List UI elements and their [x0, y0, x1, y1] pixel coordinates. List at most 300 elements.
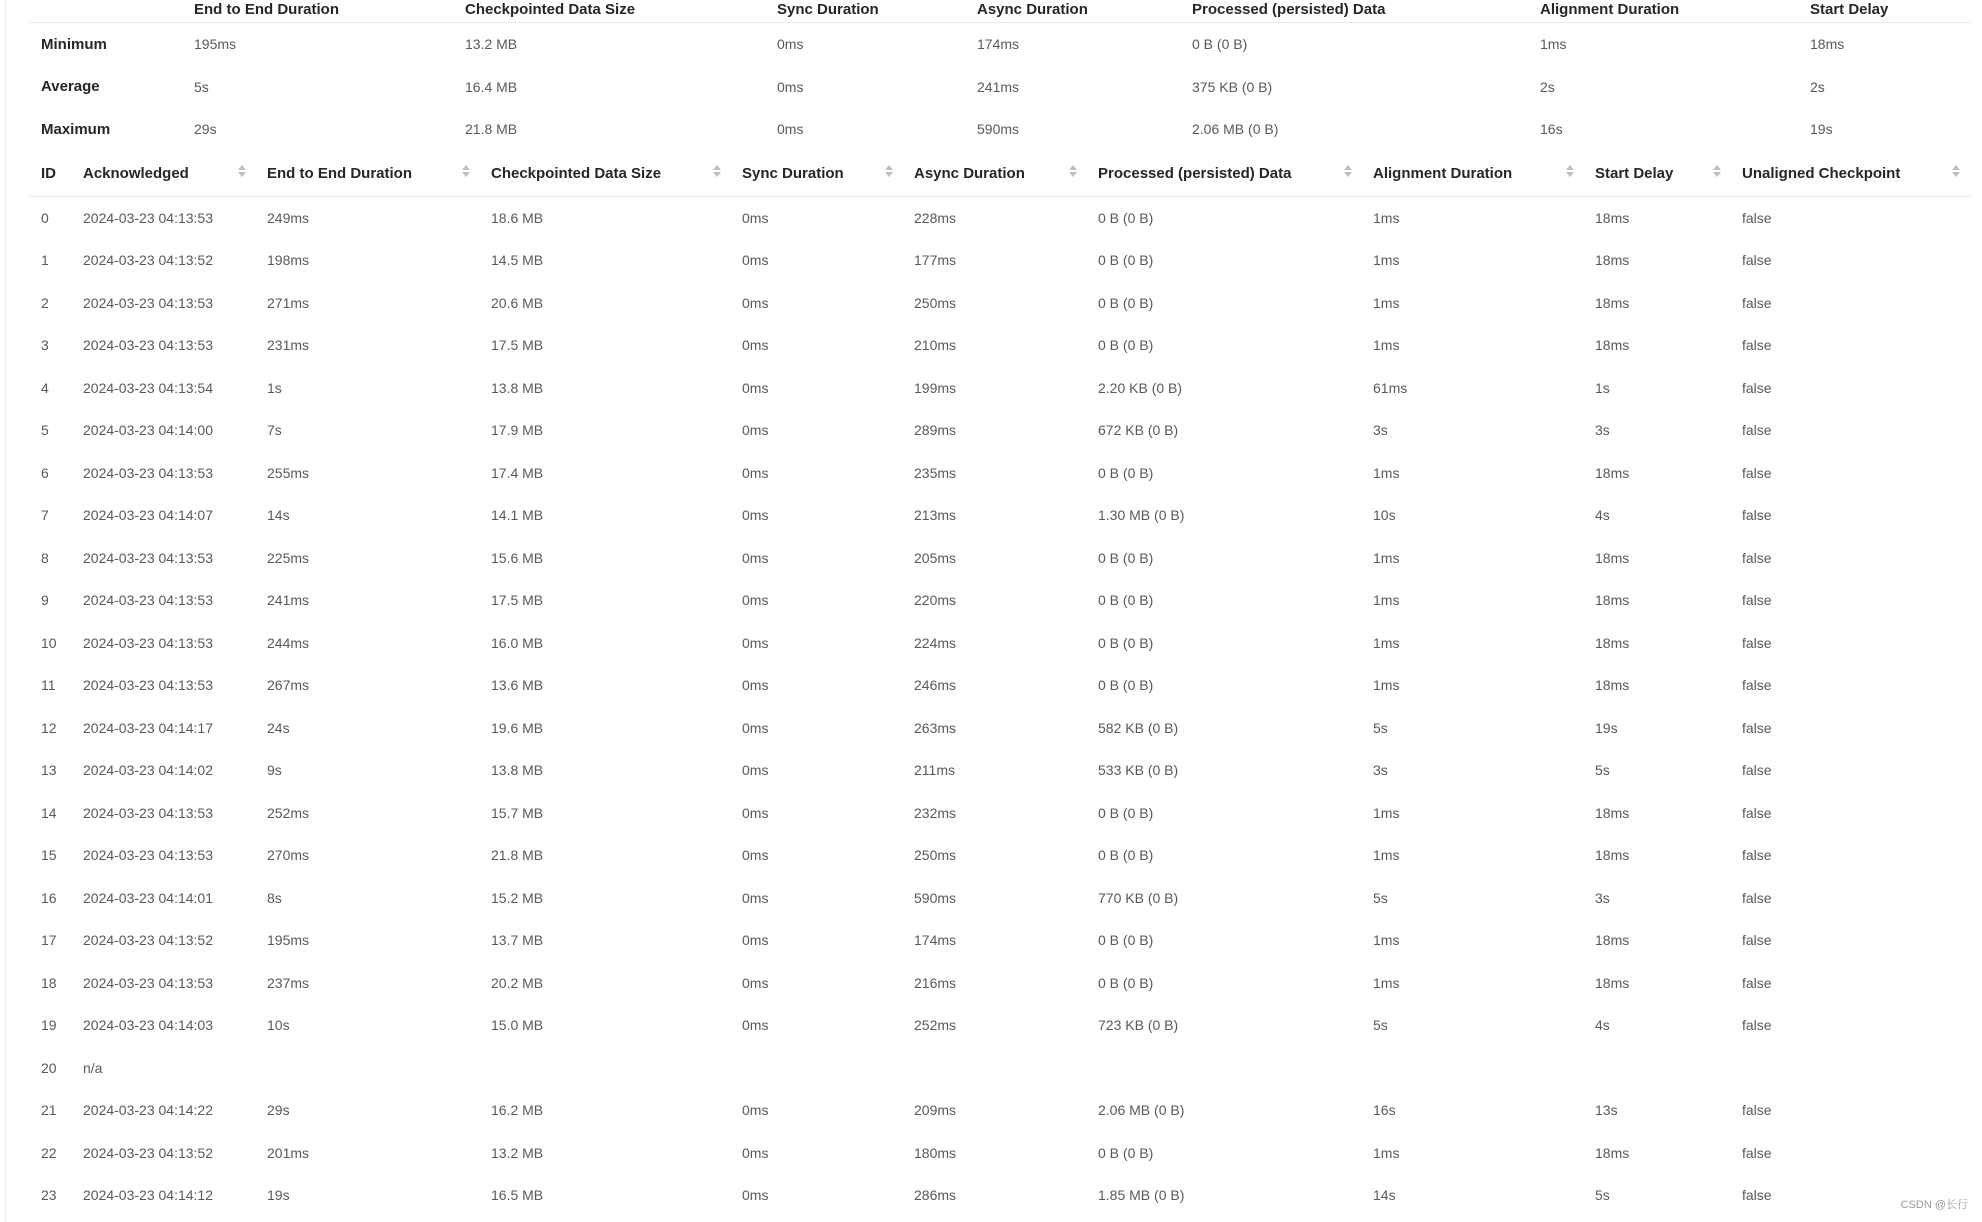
history-cell: 20.2 MB [491, 974, 544, 991]
history-cell: 14 [41, 804, 57, 821]
history-cell: 5s [1373, 889, 1388, 906]
column-header-label: End to End Duration [267, 164, 412, 182]
history-cell: 13 [41, 762, 57, 779]
history-row [30, 367, 1970, 410]
history-body [30, 196, 1970, 1217]
history-cell: 9s [267, 762, 282, 779]
sort-ascending-icon [713, 165, 721, 170]
column-header-label: Start Delay [1595, 164, 1674, 182]
sort-icon[interactable] [885, 165, 893, 177]
history-cell: 2024-03-23 04:13:52 [83, 252, 213, 269]
summary-row [30, 23, 1970, 66]
history-cell: false [1742, 719, 1772, 736]
sort-descending-icon [713, 172, 721, 177]
history-cell: 5 [41, 422, 49, 439]
column-header-label: ID [41, 164, 56, 182]
history-cell: 3s [1373, 762, 1388, 779]
history-cell: 2024-03-23 04:13:53 [83, 337, 213, 354]
history-cell: false [1742, 804, 1772, 821]
column-header-label: Acknowledged [83, 164, 189, 182]
history-cell: false [1742, 1144, 1772, 1161]
history-cell: 0 B (0 B) [1098, 549, 1154, 566]
history-cell: 0ms [742, 634, 769, 651]
history-cell: 0 B (0 B) [1098, 677, 1154, 694]
history-cell: 250ms [914, 294, 957, 311]
history-cell: 16 [41, 889, 57, 906]
history-cell: 18ms [1595, 252, 1630, 269]
history-cell: 0ms [742, 762, 769, 779]
history-row [30, 877, 1970, 920]
sort-ascending-icon [462, 165, 470, 170]
history-cell: 18ms [1595, 209, 1630, 226]
history-cell: 2024-03-23 04:13:53 [83, 209, 213, 226]
summary-cell: 174ms [977, 36, 1020, 53]
history-cell: 18ms [1595, 337, 1630, 354]
column-header-alignment-duration[interactable] [1362, 151, 1584, 197]
history-cell [1087, 1047, 1362, 1090]
history-row [30, 749, 1970, 792]
sort-descending-icon [1713, 172, 1721, 177]
history-cell: 0ms [742, 592, 769, 609]
column-header-label: Unaligned Checkpoint [1742, 164, 1901, 182]
history-cell: 12 [41, 719, 57, 736]
history-cell: 23 [41, 1187, 57, 1204]
history-cell: 2024-03-23 04:14:12 [83, 1187, 213, 1204]
history-cell: 2024-03-23 04:13:52 [83, 932, 213, 949]
history-cell [1362, 1047, 1584, 1090]
summary-header-alignment-duration: Alignment Duration [1529, 0, 1799, 23]
history-cell: 220ms [914, 592, 957, 609]
history-cell: 8s [267, 889, 282, 906]
history-cell: 1ms [1373, 677, 1400, 694]
history-cell: 0ms [742, 932, 769, 949]
history-cell: false [1742, 294, 1772, 311]
history-cell: 0ms [742, 209, 769, 226]
history-cell: 1.85 MB (0 B) [1098, 1187, 1185, 1204]
history-cell: 205ms [914, 549, 957, 566]
summary-cell: Maximum [41, 120, 111, 138]
summary-cell: 0ms [777, 78, 804, 95]
history-cell: 3s [1595, 422, 1610, 439]
history-row [30, 409, 1970, 452]
history-cell: 1ms [1373, 209, 1400, 226]
history-cell: 252ms [914, 1017, 957, 1034]
history-cell: 246ms [914, 677, 957, 694]
history-cell: false [1742, 549, 1772, 566]
history-cell: 0 B (0 B) [1098, 634, 1154, 651]
sort-descending-icon [462, 172, 470, 177]
history-cell: 180ms [914, 1144, 957, 1161]
history-row [30, 707, 1970, 750]
history-cell: 3s [1595, 889, 1610, 906]
summary-row [30, 66, 1970, 109]
history-cell: 18ms [1595, 932, 1630, 949]
history-cell: 770 KB (0 B) [1098, 889, 1179, 906]
summary-row [30, 108, 1970, 151]
sort-ascending-icon [238, 165, 246, 170]
history-cell: false [1742, 974, 1772, 991]
summary-cell: 16.4 MB [465, 78, 518, 95]
history-row [30, 962, 1970, 1005]
history-cell: 1ms [1373, 464, 1400, 481]
history-row [30, 196, 1970, 239]
column-header-label: Sync Duration [742, 164, 844, 182]
summary-header-end-to-end-duration: End to End Duration [183, 0, 454, 23]
history-cell: false [1742, 932, 1772, 949]
history-cell: 0 B (0 B) [1098, 209, 1154, 226]
summary-header-start-delay: Start Delay [1799, 0, 1970, 23]
column-header-start-delay[interactable] [1584, 151, 1731, 197]
history-cell: 2024-03-23 04:14:01 [83, 889, 213, 906]
history-cell: 9 [41, 592, 49, 609]
sort-descending-icon [1344, 172, 1352, 177]
history-cell: 1ms [1373, 337, 1400, 354]
sort-icon[interactable] [1713, 165, 1721, 177]
history-cell: 0ms [742, 507, 769, 524]
history-cell: 8 [41, 549, 49, 566]
history-cell: false [1742, 677, 1772, 694]
sort-icon[interactable] [1344, 165, 1352, 177]
history-cell: false [1742, 1017, 1772, 1034]
history-cell: 13.8 MB [491, 762, 544, 779]
history-cell: 14s [1373, 1187, 1396, 1204]
history-cell: 16.5 MB [491, 1187, 544, 1204]
history-cell [903, 1047, 1087, 1090]
history-row [30, 834, 1970, 877]
history-cell: 20.6 MB [491, 294, 544, 311]
summary-cell: 1ms [1540, 36, 1567, 53]
history-cell: false [1742, 422, 1772, 439]
sort-ascending-icon [1566, 165, 1574, 170]
column-header-async-duration[interactable] [903, 151, 1087, 197]
history-cell: false [1742, 209, 1772, 226]
history-cell: false [1742, 464, 1772, 481]
history-cell: 0ms [742, 847, 769, 864]
history-cell: 1ms [1373, 932, 1400, 949]
history-cell: 270ms [267, 847, 310, 864]
history-cell: 4 [41, 379, 49, 396]
history-cell: n/a [83, 1059, 103, 1076]
history-cell: 174ms [914, 932, 957, 949]
summary-header-processed-data: Processed (persisted) Data [1181, 0, 1529, 23]
history-row [30, 792, 1970, 835]
history-cell: 0ms [742, 252, 769, 269]
checkpoint-history-table [30, 151, 1970, 1217]
summary-body [30, 23, 1970, 151]
summary-cell: 195ms [194, 36, 237, 53]
history-cell: 2024-03-23 04:13:53 [83, 294, 213, 311]
summary-cell: Average [41, 78, 100, 96]
history-cell: 224ms [914, 634, 957, 651]
history-cell: 13s [1595, 1102, 1618, 1119]
history-row [30, 579, 1970, 622]
summary-cell: 19s [1810, 121, 1833, 138]
history-row [30, 239, 1970, 282]
history-cell: 237ms [267, 974, 310, 991]
history-header-row [30, 151, 1970, 197]
history-cell: 16.0 MB [491, 634, 544, 651]
history-cell: false [1742, 762, 1772, 779]
history-cell: 286ms [914, 1187, 957, 1204]
watermark: CSDN @长行 [1900, 1199, 1968, 1211]
history-cell: 210ms [914, 337, 957, 354]
sort-descending-icon [1952, 172, 1960, 177]
history-cell: 0 B (0 B) [1098, 847, 1154, 864]
history-cell: false [1742, 634, 1772, 651]
sort-icon[interactable] [1566, 165, 1574, 177]
column-header-acknowledged[interactable] [72, 151, 256, 197]
history-cell: 13.7 MB [491, 932, 544, 949]
column-header-label: Processed (persisted) Data [1098, 164, 1292, 182]
history-cell: 267ms [267, 677, 310, 694]
history-cell: 195ms [267, 932, 310, 949]
history-cell: 18ms [1595, 294, 1630, 311]
history-cell: 2024-03-23 04:13:53 [83, 592, 213, 609]
history-row [30, 622, 1970, 665]
history-cell: 19.6 MB [491, 719, 544, 736]
history-cell: 0 B (0 B) [1098, 252, 1154, 269]
history-cell: 5s [1373, 719, 1388, 736]
history-cell: 0 B (0 B) [1098, 592, 1154, 609]
history-cell: 2024-03-23 04:13:53 [83, 464, 213, 481]
history-cell: 255ms [267, 464, 310, 481]
history-cell: 1ms [1373, 294, 1400, 311]
summary-cell: 2s [1540, 78, 1555, 95]
history-cell: 18ms [1595, 974, 1630, 991]
history-cell: false [1742, 379, 1772, 396]
history-cell: 24s [267, 719, 290, 736]
sort-icon[interactable] [1069, 165, 1077, 177]
history-cell: 17.5 MB [491, 592, 544, 609]
summary-cell: 21.8 MB [465, 121, 518, 138]
history-cell: 250ms [914, 847, 957, 864]
history-cell: false [1742, 847, 1772, 864]
history-cell: 582 KB (0 B) [1098, 719, 1179, 736]
history-cell: 11 [41, 677, 56, 694]
column-header-checkpointed-data-size[interactable] [480, 151, 731, 197]
history-cell: 249ms [267, 209, 310, 226]
history-row [30, 494, 1970, 537]
summary-cell: 241ms [977, 78, 1020, 95]
history-row [30, 452, 1970, 495]
history-cell: 263ms [914, 719, 957, 736]
history-cell: 289ms [914, 422, 957, 439]
history-cell: 2024-03-23 04:13:53 [83, 974, 213, 991]
history-cell: 7 [41, 507, 49, 524]
history-cell: 177ms [914, 252, 957, 269]
history-cell: 21.8 MB [491, 847, 544, 864]
history-cell: 15.6 MB [491, 549, 544, 566]
summary-cell: 5s [194, 78, 209, 95]
history-cell: 5s [1373, 1017, 1388, 1034]
history-cell: 1s [1595, 379, 1610, 396]
history-cell: 17 [41, 932, 57, 949]
history-cell: 0ms [742, 1017, 769, 1034]
history-cell: 0 B (0 B) [1098, 294, 1154, 311]
summary-cell: 29s [194, 121, 217, 138]
summary-cell: 16s [1540, 121, 1563, 138]
history-cell: 199ms [914, 379, 957, 396]
column-header-sync-duration[interactable] [731, 151, 903, 197]
history-cell: 252ms [267, 804, 310, 821]
history-cell: 2.06 MB (0 B) [1098, 1102, 1185, 1119]
history-cell: 10s [267, 1017, 290, 1034]
left-divider [5, 0, 6, 1222]
history-cell: 18ms [1595, 1144, 1630, 1161]
history-cell: 22 [41, 1144, 57, 1161]
sort-icon[interactable] [713, 165, 721, 177]
sort-ascending-icon [1713, 165, 1721, 170]
sort-descending-icon [885, 172, 893, 177]
summary-header-checkpointed-data-size: Checkpointed Data Size [454, 0, 766, 23]
history-cell: 13.6 MB [491, 677, 544, 694]
history-cell: 5s [1595, 1187, 1610, 1204]
history-cell: 15.2 MB [491, 889, 544, 906]
history-cell: 271ms [267, 294, 310, 311]
history-cell: 1 [41, 252, 49, 269]
history-cell: 0 B (0 B) [1098, 932, 1154, 949]
history-cell: 0ms [742, 422, 769, 439]
history-cell: 61ms [1373, 379, 1408, 396]
history-cell: 198ms [267, 252, 310, 269]
sort-descending-icon [1069, 172, 1077, 177]
history-cell: 14.1 MB [491, 507, 544, 524]
summary-cell: 590ms [977, 121, 1020, 138]
history-cell: 2024-03-23 04:14:03 [83, 1017, 213, 1034]
history-cell: 0ms [742, 974, 769, 991]
history-cell: 17.4 MB [491, 464, 544, 481]
history-cell: 16.2 MB [491, 1102, 544, 1119]
history-row [30, 1174, 1970, 1217]
history-cell: 2024-03-23 04:14:07 [83, 507, 213, 524]
history-row [30, 1089, 1970, 1132]
history-cell: 2.20 KB (0 B) [1098, 379, 1183, 396]
summary-cell: 13.2 MB [465, 36, 518, 53]
history-cell: 225ms [267, 549, 310, 566]
history-cell: 1ms [1373, 847, 1400, 864]
history-cell: 2024-03-23 04:13:52 [83, 1144, 213, 1161]
sort-icon[interactable] [462, 165, 470, 177]
summary-cell: 2.06 MB (0 B) [1192, 121, 1279, 138]
history-cell: false [1742, 337, 1772, 354]
history-cell: 13.2 MB [491, 1144, 544, 1161]
history-cell: 1ms [1373, 592, 1400, 609]
history-cell: 17.9 MB [491, 422, 544, 439]
history-cell: 0ms [742, 719, 769, 736]
history-row [30, 1132, 1970, 1175]
history-cell: 0ms [742, 1144, 769, 1161]
sort-descending-icon [1566, 172, 1574, 177]
history-cell: false [1742, 507, 1772, 524]
history-cell: 1ms [1373, 804, 1400, 821]
history-cell: 0ms [742, 464, 769, 481]
summary-cell: 2s [1810, 78, 1825, 95]
history-cell: 18ms [1595, 847, 1630, 864]
history-cell: 201ms [267, 1144, 310, 1161]
column-header-end-to-end-duration[interactable] [256, 151, 480, 197]
column-header-id [30, 151, 72, 197]
history-cell: 0ms [742, 379, 769, 396]
history-cell: 18ms [1595, 804, 1630, 821]
history-cell: 2024-03-23 04:13:53 [83, 677, 213, 694]
column-header-label: Alignment Duration [1373, 164, 1513, 182]
history-cell: 2024-03-23 04:14:02 [83, 762, 213, 779]
summary-cell: 375 KB (0 B) [1192, 78, 1273, 95]
history-row [30, 664, 1970, 707]
history-cell: 18ms [1595, 677, 1630, 694]
history-cell: 0ms [742, 1187, 769, 1204]
history-cell: 1ms [1373, 1144, 1400, 1161]
history-cell: 21 [41, 1102, 57, 1119]
history-cell: 1s [267, 379, 282, 396]
history-cell: 4s [1595, 1017, 1610, 1034]
sort-icon[interactable] [238, 165, 246, 177]
history-cell: 19s [1595, 719, 1618, 736]
history-cell: 15.0 MB [491, 1017, 544, 1034]
history-cell: 0 B (0 B) [1098, 974, 1154, 991]
history-cell [1731, 1047, 1970, 1090]
history-cell: 18ms [1595, 592, 1630, 609]
history-cell: 244ms [267, 634, 310, 651]
history-cell: 18ms [1595, 549, 1630, 566]
summary-cell: 18ms [1810, 36, 1845, 53]
history-cell: 15.7 MB [491, 804, 544, 821]
history-cell: 0 B (0 B) [1098, 337, 1154, 354]
checkpoint-details [30, 0, 1970, 1217]
column-header-label: Async Duration [914, 164, 1025, 182]
history-cell: 216ms [914, 974, 957, 991]
history-cell: 14s [267, 507, 290, 524]
history-cell [480, 1047, 731, 1090]
sort-ascending-icon [1952, 165, 1960, 170]
history-cell: 20 [41, 1059, 57, 1076]
history-cell [731, 1047, 903, 1090]
history-cell: 723 KB (0 B) [1098, 1017, 1179, 1034]
summary-header-row [30, 0, 1970, 23]
history-row [30, 282, 1970, 325]
history-cell: 6 [41, 464, 49, 481]
history-cell: 18ms [1595, 464, 1630, 481]
summary-header-blank [30, 0, 183, 23]
history-cell: 19s [267, 1187, 290, 1204]
summary-cell: Minimum [41, 35, 107, 53]
history-cell: 3s [1373, 422, 1388, 439]
history-cell: 18.6 MB [491, 209, 544, 226]
summary-header-sync-duration: Sync Duration [766, 0, 966, 23]
summary-cell: 0 B (0 B) [1192, 36, 1248, 53]
summary-header-async-duration: Async Duration [966, 0, 1181, 23]
history-cell: 0ms [742, 294, 769, 311]
sort-ascending-icon [1069, 165, 1077, 170]
summary-table [30, 0, 1970, 151]
history-row [30, 919, 1970, 962]
history-cell: 17.5 MB [491, 337, 544, 354]
history-cell: 235ms [914, 464, 957, 481]
history-cell: 2024-03-23 04:13:53 [83, 847, 213, 864]
history-cell: 2024-03-23 04:14:00 [83, 422, 213, 439]
history-cell: 672 KB (0 B) [1098, 422, 1179, 439]
history-cell: 0ms [742, 804, 769, 821]
history-cell: 231ms [267, 337, 310, 354]
sort-ascending-icon [1344, 165, 1352, 170]
column-header-unaligned-checkpoint[interactable] [1731, 151, 1970, 197]
column-header-processed-data[interactable] [1087, 151, 1362, 197]
history-cell: 0ms [742, 677, 769, 694]
sort-icon[interactable] [1952, 165, 1960, 177]
history-row [30, 1004, 1970, 1047]
history-cell: 19 [41, 1017, 57, 1034]
summary-cell: 0ms [777, 36, 804, 53]
